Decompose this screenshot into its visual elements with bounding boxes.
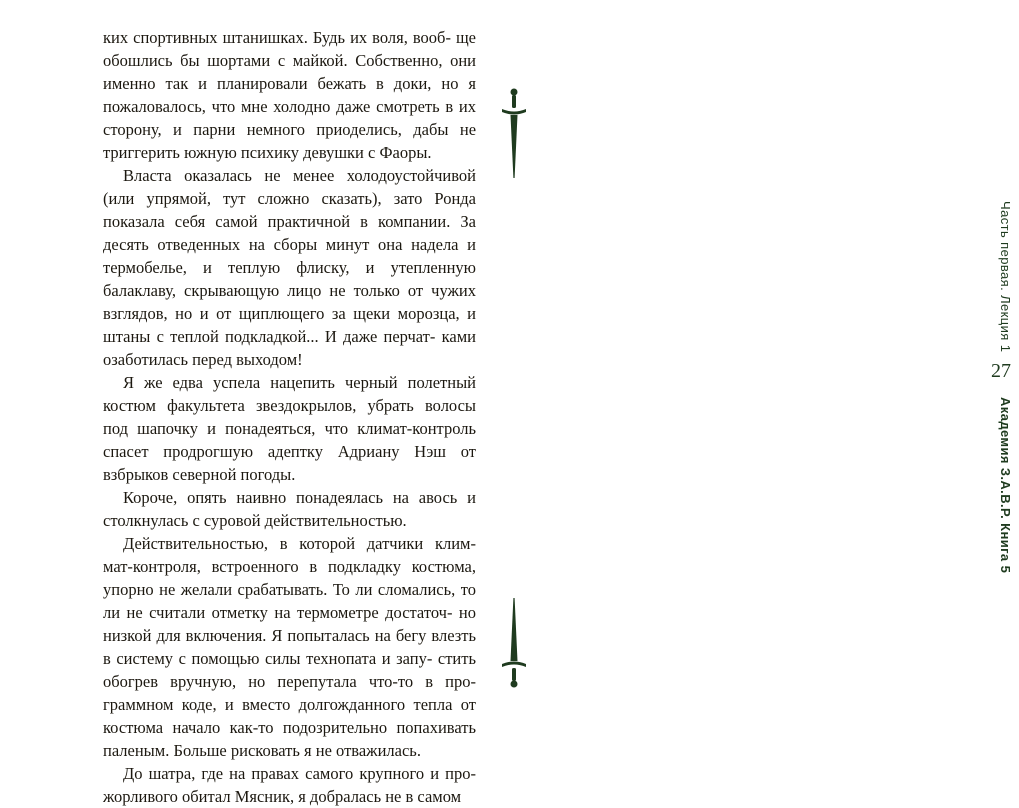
running-head-part: Часть первая. Лекция 1 — [998, 201, 1013, 353]
paragraph-2: Власта оказалась не менее холодоустойчивой (или упрямой, тут сложно сказать), зато Ронда показала себя самой практичной в компании. За десять отведенных на сборы минут она надела и термобелье, и теплую флиску, и утепленную балаклаву, скрывающую лицо не только от чужих взглядов, но и от щиплющего за щеки морозца, и штаны с теплой подкладкой... И даже перчат- ками озаботилась перед выходом! — [103, 166, 477, 369]
page-sidebar — [490, 0, 1013, 750]
running-head-book: Академия З.А.В.Р. Книга 5 — [998, 397, 1013, 574]
paragraph-1: ких спортивных штанишках. Будь их воля, вооб- ще обошлись бы шортами с майкой. Собственно, они именно так и планировали бежать в доки, но я пожаловалось, что мне холодно даже смотреть в их сторону, и парни немного приоделись, дабы не триггерить южную психику девушки с Фаоры. — [103, 28, 477, 162]
paragraph-6: До шатра, где на правах самого крупного и про- жорливого обитал Мясник, я добралась не в самом — [103, 764, 476, 806]
paragraph-3: Я же едва успела нацепить черный полетный костюм факультета звездокрылов, убрать волосы под шапочку и понадеяться, что климат-контроль спасет продрогшую адептку Адриану Нэш от взбрыков северной погоды. — [103, 373, 476, 484]
page-number: 27 — [991, 360, 1011, 382]
dagger-icon — [500, 88, 528, 180]
dagger-icon — [500, 596, 528, 688]
paragraph-5: Действительностью, в которой датчики клим- мат-контроля, встроенного в подкладку костюма, упорно не желали срабатывать. То ли сломались, то ли не считали отметку на термометре достаточ- но низкой для включения. Я попыталась на бегу влезть в систему с помощью силы технопата и запу- стить обогрев вручную, но перепутала что-то в про- граммном коде, и вместо долгожданного тепла от костюма начало как-то подозрительно попахивать паленым. Больше рисковать я не отважилась. — [103, 534, 476, 760]
paragraph-4: Короче, опять наивно понадеялась на авось и столкнулась с суровой действительностью. — [103, 488, 477, 530]
body-text — [103, 26, 476, 808]
